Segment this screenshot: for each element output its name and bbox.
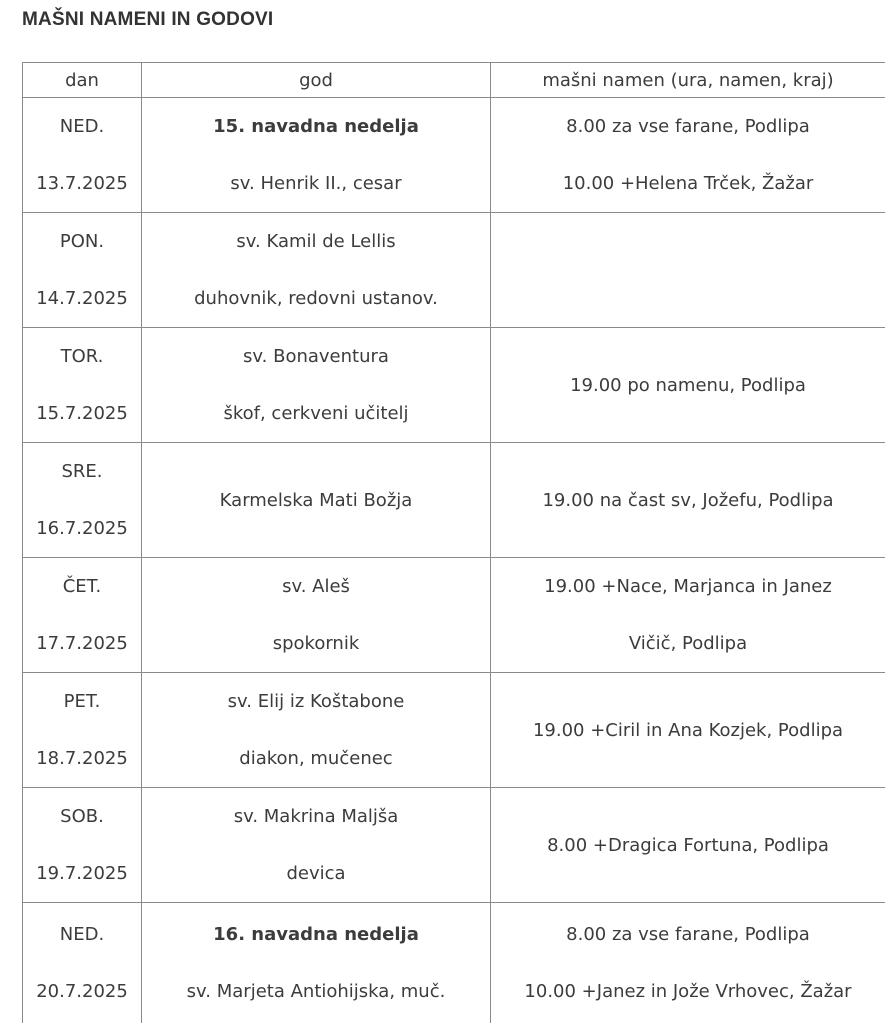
feast-cell: [142, 788, 491, 903]
weekday-label: PON.: [59, 231, 105, 252]
page-title: MAŠNI NAMENI IN GODOVI: [22, 9, 274, 30]
mass-intention-cell: [491, 788, 885, 903]
date-label: 17.7.2025: [36, 633, 128, 654]
mass-intention-line: 19.00 po namenu, Podlipa: [570, 374, 806, 396]
day-cell: [23, 213, 142, 328]
table-row: [23, 673, 885, 788]
day-cell: [23, 443, 142, 558]
date-label: 19.7.2025: [36, 863, 128, 884]
mass-intention-line: 19.00 na čast sv, Jožefu, Podlipa: [542, 489, 834, 511]
date-label: 13.7.2025: [36, 173, 128, 194]
mass-intention-line: 19.00 +Ciril in Ana Kozjek, Podlipa: [532, 719, 844, 741]
header-feast: god: [142, 63, 491, 98]
table-row: [23, 903, 885, 1024]
feast-cell: [142, 558, 491, 673]
feast-name: 15. navadna nedelja: [213, 116, 419, 137]
mass-intention-cell: [491, 213, 885, 328]
feast-description: spokornik: [272, 633, 360, 654]
date-label: 20.7.2025: [36, 981, 128, 1002]
day-cell: [23, 903, 142, 1024]
mass-intention-line: 10.00 +Janez in Jože Vrhovec, Žažar: [524, 981, 852, 1002]
weekday-label: ČET.: [62, 576, 102, 597]
mass-intention-line: 8.00 za vse farane, Podlipa: [566, 116, 810, 137]
mass-intention-line: 8.00 +Dragica Fortuna, Podlipa: [547, 834, 829, 856]
table-row: [23, 443, 885, 558]
table-row: [23, 213, 885, 328]
feast-name: 16. navadna nedelja: [213, 924, 419, 945]
feast-description: devica: [286, 863, 346, 884]
header-day: dan: [23, 63, 142, 98]
mass-intention-cell: [491, 98, 885, 213]
mass-intention-line: Vičič, Podlipa: [628, 633, 748, 654]
table-row: [23, 98, 885, 213]
day-cell: [23, 673, 142, 788]
header-mass-intention: mašni namen (ura, namen, kraj): [491, 63, 885, 98]
table-header-row: [23, 63, 885, 98]
mass-intention-cell: [491, 328, 885, 443]
date-label: 16.7.2025: [36, 518, 128, 539]
day-cell: [23, 98, 142, 213]
day-cell: [23, 788, 142, 903]
mass-intention-cell: [491, 558, 885, 673]
table-body: [23, 98, 885, 1024]
feast-cell: [142, 213, 491, 328]
mass-intention-cell: [491, 443, 885, 558]
mass-intention-line: 10.00 +Helena Trček, Žažar: [562, 173, 814, 194]
feast-description: duhovnik, redovni ustanov.: [194, 288, 438, 309]
date-label: 14.7.2025: [36, 288, 128, 309]
date-label: 18.7.2025: [36, 748, 128, 769]
feast-cell: [142, 903, 491, 1024]
weekday-label: NED.: [59, 116, 105, 137]
weekday-label: NED.: [59, 924, 105, 945]
mass-intention-cell: [491, 903, 885, 1024]
feast-description: škof, cerkveni učitelj: [223, 403, 409, 424]
weekday-label: PET.: [63, 691, 101, 712]
feast-name: sv. Makrina Maljša: [233, 806, 399, 827]
day-cell: [23, 328, 142, 443]
feast-name: sv. Kamil de Lellis: [236, 231, 396, 252]
table-row: [23, 558, 885, 673]
feast-description: diakon, mučenec: [239, 748, 393, 769]
feast-cell: [142, 443, 491, 558]
feast-cell: [142, 98, 491, 213]
table-row: [23, 788, 885, 903]
feast-name: sv. Elij iz Koštabone: [227, 691, 405, 712]
feast-cell: [142, 328, 491, 443]
feast-name: sv. Aleš: [282, 576, 350, 597]
feast-description: sv. Marjeta Antiohijska, muč.: [186, 981, 446, 1002]
feast-cell: [142, 673, 491, 788]
mass-intention-line: 8.00 za vse farane, Podlipa: [566, 924, 810, 945]
mass-intention-line: 19.00 +Nace, Marjanca in Janez: [544, 576, 832, 597]
feast-description: sv. Henrik II., cesar: [230, 173, 402, 194]
table-row: [23, 328, 885, 443]
weekday-label: TOR.: [60, 346, 104, 367]
day-cell: [23, 558, 142, 673]
date-label: 15.7.2025: [36, 403, 128, 424]
weekday-label: SRE.: [61, 461, 103, 482]
weekday-label: SOB.: [60, 806, 104, 827]
feast-name: Karmelska Mati Božja: [219, 489, 413, 511]
mass-schedule-table: [22, 62, 885, 1023]
feast-name: sv. Bonaventura: [243, 346, 389, 367]
mass-intention-cell: [491, 673, 885, 788]
